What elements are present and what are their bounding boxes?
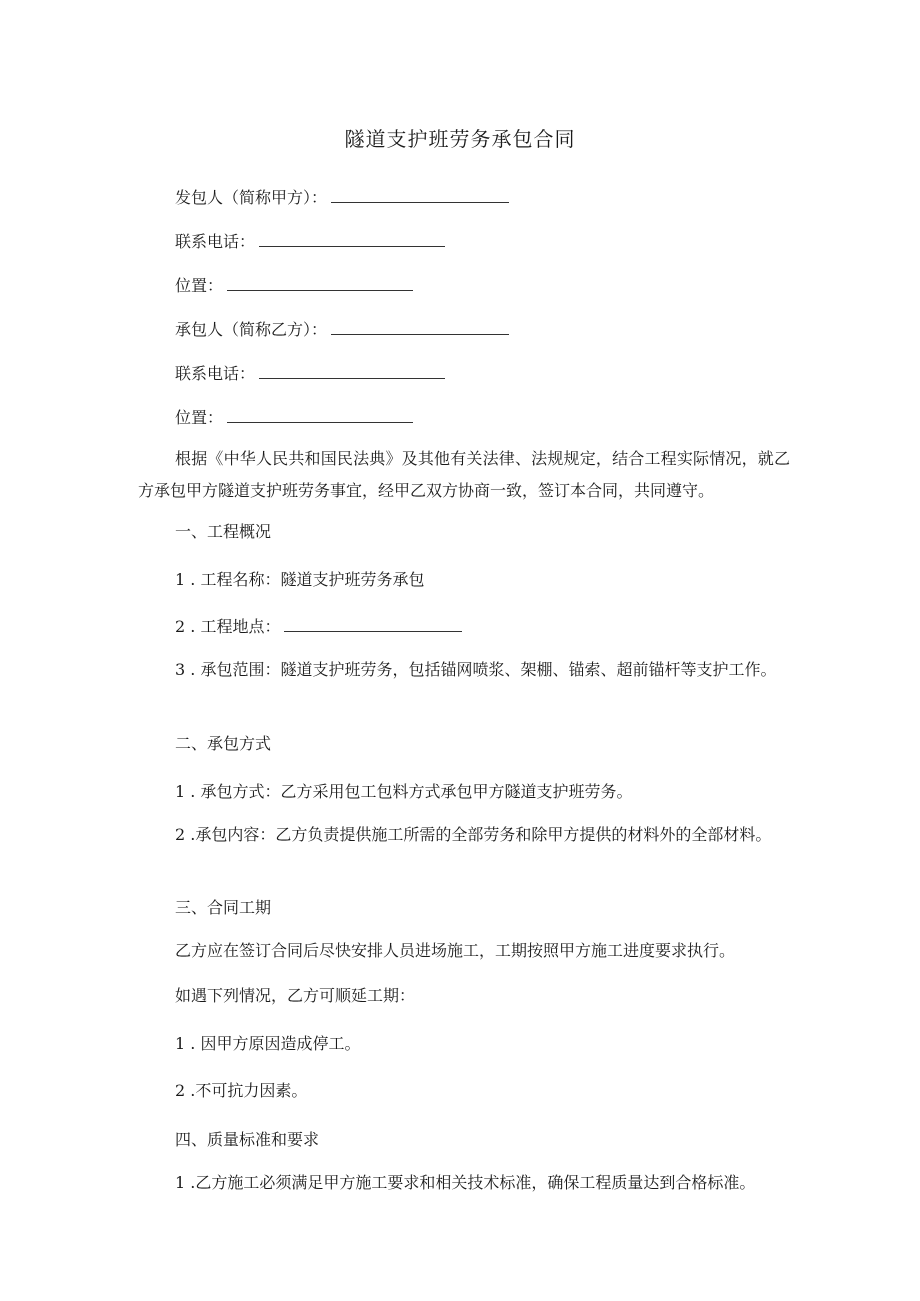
section3-item1: 1 . 因甲方原因造成停工。 <box>175 1034 361 1053</box>
party-a-location-label: 位置： <box>175 276 224 295</box>
party-a-location-blank[interactable] <box>227 276 413 291</box>
section4-heading: 四、质量标准和要求 <box>175 1130 320 1149</box>
party-b-name-line <box>175 317 509 340</box>
party-a-name-line <box>175 185 509 208</box>
preamble-paragraph: 根据《中华人民共和国民法典》及其他有关法律、法规规定，结合工程实际情况，就乙方承包甲方隧道支护班劳务事宜，经甲乙双方协商一致，签订本合同，共同遵守。 <box>138 449 790 500</box>
section1-item1: 1 . 工程名称：隧道支护班劳务承包 <box>175 570 425 589</box>
party-b-name-blank[interactable] <box>331 320 509 335</box>
section3-item2: 2 .不可抗力因素。 <box>175 1081 308 1100</box>
party-a-phone-line <box>175 229 445 252</box>
project-location-blank[interactable] <box>284 617 462 632</box>
party-b-phone-line <box>175 361 445 384</box>
section1-item2-label: 2 . 工程地点： <box>175 617 281 636</box>
party-b-location-label: 位置： <box>175 408 224 427</box>
party-a-phone-label: 联系电话： <box>175 232 256 251</box>
party-a-name-label: 发包人（简称甲方）： <box>175 188 328 207</box>
party-b-phone-blank[interactable] <box>259 364 445 379</box>
party-b-phone-label: 联系电话： <box>175 364 256 383</box>
party-b-location-line <box>175 405 413 428</box>
section2-heading: 二、承包方式 <box>175 734 272 753</box>
section3-heading: 三、合同工期 <box>175 898 272 917</box>
section3-text1: 乙方应在签订合同后尽快安排人员进场施工，工期按照甲方施工进度要求执行。 <box>175 941 736 960</box>
party-a-name-blank[interactable] <box>331 188 509 203</box>
document-title: 隧道支护班劳务承包合同 <box>344 127 576 151</box>
section2-item1: 1 . 承包方式：乙方采用包工包料方式承包甲方隧道支护班劳务。 <box>175 782 633 801</box>
section2-item2: 2 .承包内容：乙方负责提供施工所需的全部劳务和除甲方提供的材料外的全部材料。 <box>175 825 772 844</box>
section1-item2-line <box>175 614 462 637</box>
section4-item1: 1 .乙方施工必须满足甲方施工要求和相关技术标准，确保工程质量达到合格标准。 <box>175 1173 756 1192</box>
section3-text2: 如遇下列情况，乙方可顺延工期： <box>175 986 416 1005</box>
party-a-location-line <box>175 273 413 296</box>
party-a-phone-blank[interactable] <box>259 232 445 247</box>
party-b-name-label: 承包人（简称乙方）： <box>175 320 328 339</box>
party-b-location-blank[interactable] <box>227 408 413 423</box>
section1-item3: 3 . 承包范围：隧道支护班劳务，包括锚网喷浆、架棚、锚索、超前锚杆等支护工作。 <box>175 660 777 679</box>
section1-heading: 一、工程概况 <box>175 522 272 541</box>
